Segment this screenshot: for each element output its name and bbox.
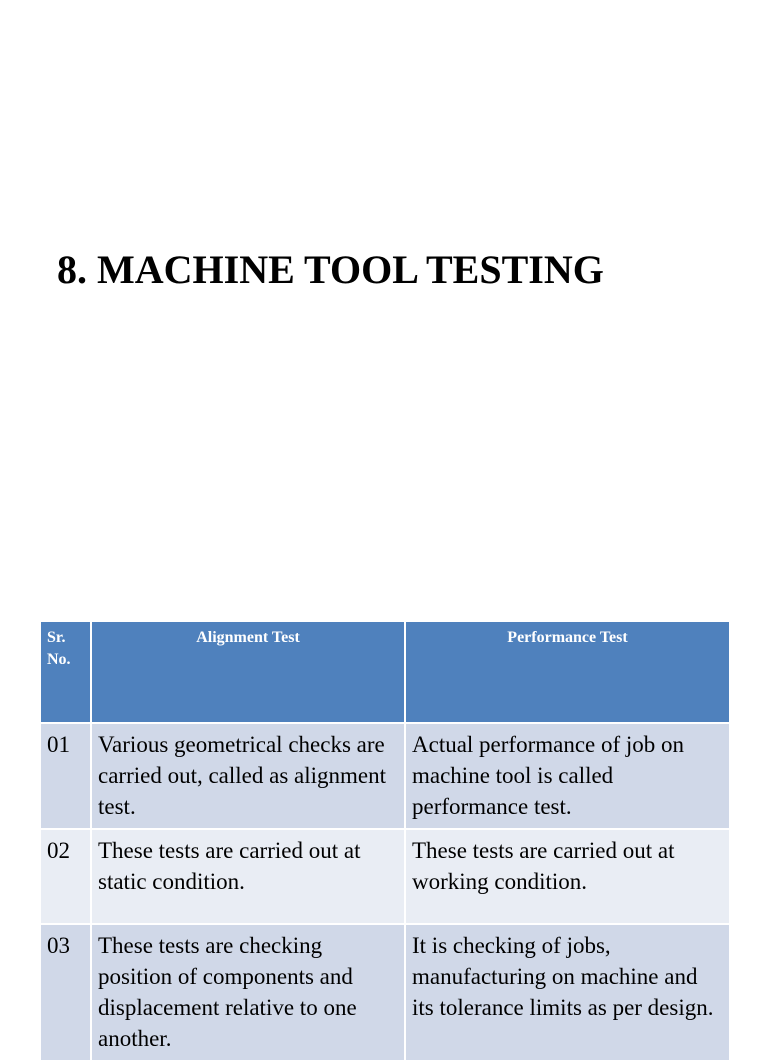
cell-alignment: These tests are carried out at static condition. bbox=[91, 829, 405, 924]
cell-alignment: Various geometrical checks are carried out, called as alignment test. bbox=[91, 723, 405, 829]
header-sr-no: Sr. No. bbox=[40, 621, 91, 723]
header-alignment-test: Alignment Test bbox=[91, 621, 405, 723]
cell-performance: It is checking of jobs, manufacturing on machine and its tolerance limits as per design. bbox=[405, 924, 730, 1061]
cell-sr-no: 01 bbox=[40, 723, 91, 829]
table-row bbox=[40, 723, 730, 829]
slide-title: 8. MACHINE TOOL TESTING bbox=[57, 247, 604, 292]
table-header-row bbox=[40, 621, 730, 723]
table-row bbox=[40, 924, 730, 1061]
cell-performance: These tests are carried out at working condition. bbox=[405, 829, 730, 924]
header-performance-test: Performance Test bbox=[405, 621, 730, 723]
cell-alignment: These tests are checking position of components and displacement relative to one another. bbox=[91, 924, 405, 1061]
cell-sr-no: 03 bbox=[40, 924, 91, 1061]
table-row bbox=[40, 829, 730, 924]
comparison-table bbox=[39, 620, 731, 1062]
cell-sr-no: 02 bbox=[40, 829, 91, 924]
cell-performance: Actual performance of job on machine tool is called performance test. bbox=[405, 723, 730, 829]
